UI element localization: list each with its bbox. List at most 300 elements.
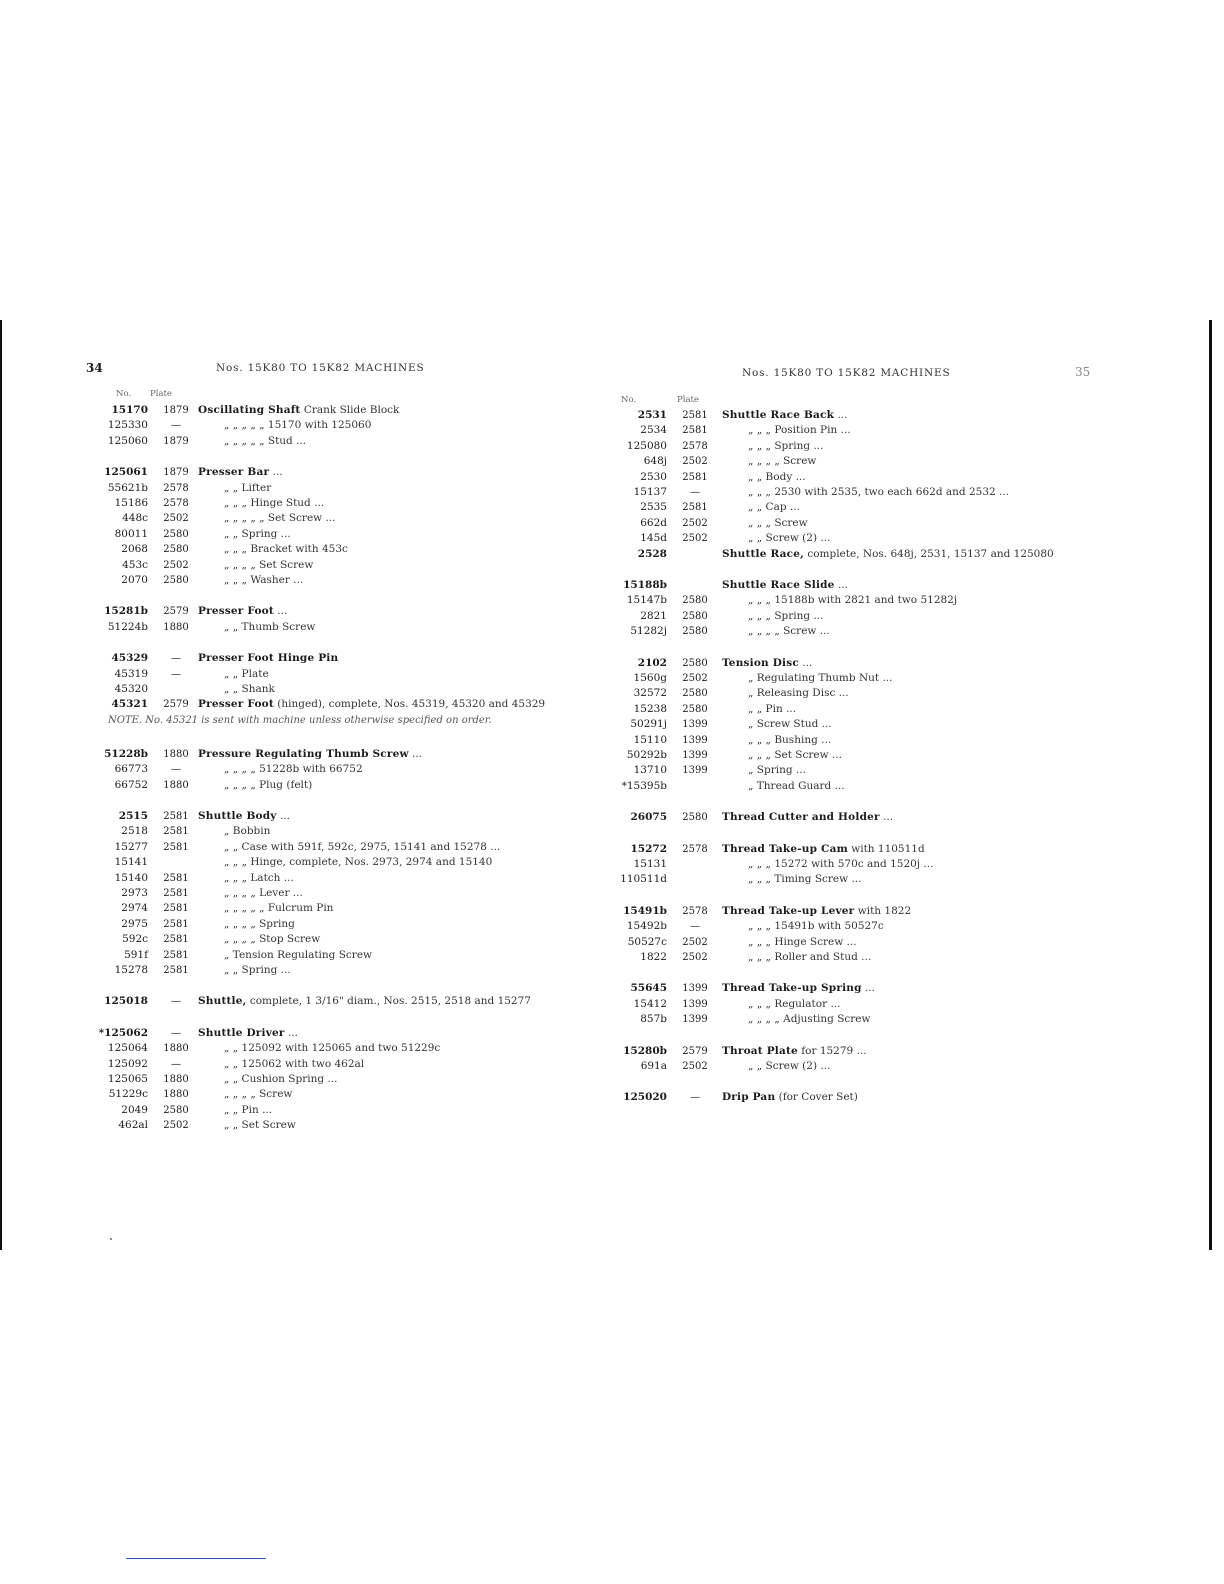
part-detail: ...	[834, 579, 848, 591]
plate-number: 1399	[682, 983, 708, 995]
part-detail: „ „ „ Roller and Stud ...	[748, 951, 872, 963]
part-detail: „ „ „ „ „ Stud ...	[224, 434, 307, 447]
part-number: 66773	[114, 763, 148, 776]
part-description	[722, 408, 847, 423]
plate-number: 2580	[682, 610, 708, 622]
part-description	[722, 531, 830, 546]
part-row	[78, 481, 564, 496]
plate-number: 2581	[163, 965, 189, 976]
part-row	[597, 950, 1091, 965]
part-row	[597, 997, 1091, 1012]
part-description	[198, 1087, 292, 1102]
part-description	[198, 917, 295, 932]
part-number: 2821	[640, 609, 667, 622]
part-detail: (hinged), complete, Nos. 45319, 45320 and 45329	[273, 698, 546, 711]
part-row	[597, 624, 1091, 639]
part-row	[597, 1044, 1091, 1059]
plate-number: 2579	[682, 1045, 708, 1057]
plate-number: 2502	[163, 1120, 189, 1132]
part-row	[597, 423, 1091, 438]
part-row	[78, 1072, 564, 1087]
part-row	[78, 762, 564, 777]
part-number: 2068	[121, 543, 148, 556]
part-row	[78, 496, 564, 511]
part-row	[78, 1118, 564, 1133]
part-description	[198, 1103, 272, 1118]
part-description	[198, 824, 270, 839]
part-row	[78, 886, 564, 901]
part-detail: (for Cover Set)	[775, 1091, 858, 1104]
plate-number: 2502	[163, 559, 189, 571]
part-description	[722, 810, 893, 825]
plate-number: 2581	[163, 841, 189, 853]
part-row	[597, 485, 1091, 500]
part-number: 691a	[640, 1060, 667, 1072]
part-number: 2515	[118, 810, 148, 822]
part-number: 50291j	[630, 718, 667, 731]
right-col-plate-header: Plate	[677, 395, 699, 405]
part-description	[198, 511, 336, 526]
part-number: 15272	[630, 842, 667, 855]
part-detail: „ Bobbin	[224, 825, 271, 838]
part-number: 2973	[121, 887, 148, 899]
part-detail: „ „ „ Regulator ...	[748, 997, 841, 1010]
part-row	[597, 904, 1091, 919]
part-detail: „ „ Spring ...	[224, 964, 291, 976]
part-heading: Shuttle Body	[198, 810, 277, 822]
part-description	[722, 671, 892, 686]
plate-number: 2581	[682, 425, 708, 437]
plate-number: 2502	[682, 517, 708, 529]
part-detail: „ Tension Regulating Screw	[224, 948, 373, 961]
part-description	[198, 1041, 440, 1056]
plate-number: 2581	[682, 410, 708, 421]
part-row	[597, 1090, 1091, 1105]
part-detail: „ „ „ Spring ...	[748, 439, 824, 452]
part-number: 15281b	[104, 605, 148, 618]
part-heading: Thread Cutter and Holder	[722, 811, 880, 824]
part-number: 125330	[107, 419, 148, 432]
part-number: 453c	[122, 558, 148, 571]
part-row	[597, 935, 1091, 950]
plate-number: 2579	[163, 606, 189, 618]
plate-number: —	[690, 921, 700, 933]
part-heading: Presser Foot	[198, 698, 274, 711]
stray-mark	[110, 1238, 112, 1240]
plate-number: —	[690, 1092, 700, 1104]
part-detail: for 15279 ...	[797, 1044, 867, 1057]
part-row	[597, 1012, 1091, 1027]
part-description	[722, 1044, 867, 1059]
part-detail: with 110511d	[847, 842, 925, 855]
right-page-heading: Nos. 15K80 TO 15K82 MACHINES	[742, 367, 951, 379]
part-description	[198, 682, 275, 697]
part-number: 662d	[640, 516, 667, 529]
part-row	[597, 981, 1091, 996]
plate-number: 1399	[682, 750, 708, 761]
part-row	[597, 454, 1091, 469]
part-row	[78, 403, 564, 418]
plate-number: 2502	[163, 513, 189, 525]
part-number: 2534	[640, 424, 667, 437]
part-number: 125018	[104, 995, 148, 1008]
left-col-plate-header: Plate	[150, 389, 172, 399]
plate-number: —	[171, 420, 181, 432]
plate-number: 1879	[163, 467, 189, 479]
part-heading: Thread Take-up Spring	[722, 982, 862, 995]
part-detail: Crank Slide Block	[300, 404, 400, 416]
part-detail: „ „ „ Screw	[748, 516, 808, 529]
part-row	[597, 516, 1091, 531]
part-number: 15147b	[626, 594, 667, 607]
part-number: 15280b	[623, 1044, 667, 1057]
part-number: 2530	[640, 470, 667, 483]
part-description	[198, 871, 294, 886]
part-detail: „ „ „ „ „ Set Screw ...	[224, 512, 336, 525]
left-page-number: 34	[86, 361, 103, 375]
part-row	[78, 778, 564, 793]
part-row	[597, 686, 1091, 701]
part-number: 592c	[122, 933, 148, 946]
part-detail: „ „ „ Bushing ...	[748, 733, 832, 746]
part-description	[722, 1059, 830, 1074]
footer-underline	[126, 1558, 266, 1559]
part-row	[597, 500, 1091, 515]
part-number: 125080	[626, 439, 667, 452]
part-number: 45329	[111, 652, 148, 665]
part-row	[597, 733, 1091, 748]
part-heading: Presser Foot	[198, 605, 274, 618]
part-description	[198, 418, 371, 433]
plate-number: 1399	[682, 765, 708, 777]
part-description	[722, 702, 796, 717]
part-row	[78, 932, 564, 947]
part-heading: Shuttle Race Back	[722, 409, 835, 421]
part-row	[78, 667, 564, 682]
part-heading: Thread Take-up Cam	[722, 842, 848, 855]
part-detail: „ Thread Guard ...	[748, 779, 845, 792]
part-detail: „ „ Body ...	[748, 470, 806, 483]
part-detail: complete, Nos. 648j, 2531, 15137 and 125080	[803, 547, 1054, 560]
part-number: 15492b	[626, 920, 667, 933]
part-row	[78, 434, 564, 449]
part-heading: Shuttle Race Slide	[722, 579, 835, 591]
part-detail: „ „ „ 15272 with 570c and 1520j ...	[748, 858, 934, 870]
page-border-right	[1209, 320, 1212, 1250]
part-detail: „ Releasing Disc ...	[748, 687, 849, 700]
part-row	[597, 671, 1091, 686]
part-detail: ...	[284, 1026, 298, 1039]
part-row	[597, 609, 1091, 624]
part-number: 2535	[640, 501, 667, 514]
part-number: 462al	[118, 1119, 148, 1132]
part-number: 50292b	[626, 749, 667, 761]
part-description	[722, 842, 925, 857]
part-description	[722, 656, 812, 671]
plate-number: 1880	[163, 1043, 189, 1055]
part-description	[722, 904, 911, 919]
part-number: 51228b	[104, 747, 148, 760]
plate-number: 2580	[682, 595, 708, 607]
part-heading: Shuttle Driver	[198, 1026, 285, 1039]
part-heading: Oscillating Shaft	[198, 404, 301, 416]
part-description	[198, 778, 312, 793]
part-description	[198, 573, 303, 588]
part-number: 15188b	[623, 579, 667, 591]
part-row	[78, 994, 564, 1009]
part-detail: ...	[834, 409, 848, 421]
part-row	[78, 917, 564, 932]
part-detail: ...	[269, 466, 283, 479]
part-detail: with 1822	[854, 904, 912, 917]
plate-number: 1880	[163, 1089, 189, 1101]
part-row	[78, 573, 564, 588]
part-heading: Drip Pan	[722, 1091, 776, 1104]
plate-number: 2581	[163, 888, 189, 899]
part-number: 15491b	[623, 904, 667, 917]
part-number: 448c	[122, 512, 148, 525]
part-description	[198, 747, 422, 762]
part-description	[198, 667, 269, 682]
part-number: 13710	[633, 764, 667, 777]
part-heading: Thread Take-up Lever	[722, 904, 855, 917]
part-detail: „ „ „ „ „ 15170 with 125060	[224, 419, 372, 432]
plate-number: 2581	[163, 811, 189, 822]
part-number: 15131	[633, 858, 667, 870]
left-col-no-header: No.	[116, 389, 132, 399]
part-description	[722, 997, 840, 1012]
part-row	[597, 1059, 1091, 1074]
part-description	[198, 886, 303, 901]
part-number: 15238	[633, 702, 667, 715]
part-row	[78, 682, 564, 697]
part-detail: „ Screw Stud ...	[748, 718, 832, 731]
part-description	[198, 932, 320, 947]
part-detail: „ „ „ 15491b with 50527c	[748, 920, 884, 933]
part-number: 125064	[107, 1042, 148, 1055]
plate-number: 2581	[163, 826, 189, 838]
part-description	[198, 481, 271, 496]
part-number: 51282j	[630, 625, 667, 638]
plate-number: —	[171, 668, 181, 680]
part-detail: ...	[273, 605, 288, 618]
part-number: 2518	[121, 825, 148, 838]
plate-number: 2580	[163, 544, 189, 556]
part-detail: „ „ „ „ Screw	[224, 1088, 293, 1101]
part-row	[78, 511, 564, 526]
part-number: 55645	[630, 982, 667, 995]
part-row	[78, 1041, 564, 1056]
part-description	[198, 697, 545, 712]
part-row	[597, 810, 1091, 825]
part-detail: „ „ „ Bracket with 453c	[224, 543, 348, 556]
part-detail: ...	[408, 747, 423, 760]
part-detail: „ „ „ „ Screw ...	[748, 625, 830, 638]
part-row	[78, 697, 564, 712]
part-detail: „ „ „ Timing Screw ...	[748, 873, 862, 886]
part-description	[198, 762, 363, 777]
part-number: 145d	[640, 532, 667, 545]
plate-number: 2578	[163, 482, 189, 494]
part-row	[597, 593, 1091, 608]
right-col-no-header: No.	[621, 395, 637, 405]
part-row	[78, 604, 564, 619]
part-description	[198, 542, 348, 557]
part-detail: ...	[798, 656, 813, 669]
part-number: 2528	[637, 547, 667, 560]
part-detail: „ „ Set Screw	[224, 1119, 296, 1132]
part-number: 15277	[114, 840, 148, 853]
plate-number: 2581	[163, 934, 189, 946]
part-description	[722, 763, 806, 778]
plate-number: 2580	[163, 575, 189, 586]
part-detail: „ „ Cap ...	[748, 501, 800, 514]
part-heading: Shuttle,	[198, 995, 247, 1008]
plate-number: 1879	[163, 405, 189, 416]
part-detail: „ „ „ „ Spring	[224, 917, 295, 930]
part-number: 55621b	[107, 481, 148, 494]
plate-number: 2580	[682, 626, 708, 638]
plate-number: 2580	[163, 528, 189, 540]
part-row	[597, 842, 1091, 857]
right-page-number: 35	[1075, 365, 1091, 379]
part-detail: „ „ Spring ...	[224, 527, 291, 540]
part-description	[198, 527, 291, 542]
part-detail: „ „ „ Spring ...	[748, 609, 824, 622]
part-detail: ...	[276, 810, 290, 822]
part-detail: „ „ „ „ Adjusting Screw	[748, 1013, 871, 1026]
part-number: 2975	[121, 917, 148, 930]
part-description	[198, 1118, 296, 1133]
part-number: 15141	[114, 856, 148, 869]
plate-number: —	[171, 1058, 181, 1070]
part-description	[722, 950, 871, 965]
plate-number: 2502	[682, 952, 708, 963]
part-row	[78, 542, 564, 557]
part-heading: Pressure Regulating Thumb Screw	[198, 747, 409, 760]
part-row	[78, 1057, 564, 1072]
part-heading: Throat Plate	[722, 1044, 798, 1057]
part-detail: „ „ „ „ Stop Screw	[224, 933, 321, 946]
part-row	[78, 948, 564, 963]
part-row	[78, 1026, 564, 1041]
part-description	[722, 857, 933, 872]
part-detail: ...	[861, 982, 875, 995]
part-row	[78, 963, 564, 978]
part-description	[198, 1072, 337, 1087]
part-number: 80011	[114, 527, 148, 540]
part-row	[78, 1087, 564, 1102]
part-description	[198, 651, 338, 666]
note-row	[78, 713, 564, 728]
part-description	[722, 981, 875, 996]
part-row	[78, 809, 564, 824]
part-number: 125065	[107, 1073, 148, 1085]
part-number: 51224b	[107, 620, 148, 633]
part-description	[198, 948, 372, 963]
plate-number: 2581	[163, 872, 189, 884]
part-row	[597, 779, 1091, 794]
part-number: 591f	[124, 948, 148, 961]
part-description	[722, 624, 830, 639]
part-detail: „ „ „ Position Pin ...	[748, 424, 851, 437]
part-number: 15137	[633, 486, 667, 498]
part-number: *15395b	[621, 779, 667, 792]
part-detail: „ „ 125092 with 125065 and two 51229c	[224, 1042, 441, 1055]
plate-number: 2578	[163, 498, 189, 509]
plate-number: 1399	[682, 998, 708, 1010]
part-number: 125061	[104, 466, 148, 479]
part-description	[722, 779, 845, 794]
part-row	[78, 620, 564, 635]
part-number: 2102	[637, 656, 667, 669]
part-number: 125092	[107, 1057, 148, 1070]
part-detail: „ „ „ „ „ Fulcrum Pin	[224, 902, 334, 915]
part-description	[722, 1090, 858, 1105]
part-description	[722, 593, 957, 608]
part-row	[597, 547, 1091, 562]
plate-number: 2578	[682, 905, 708, 917]
part-detail: „ „ „ „ Set Screw	[224, 558, 314, 571]
part-number: 1822	[640, 951, 667, 963]
plate-number: 2580	[682, 703, 708, 715]
part-row	[78, 527, 564, 542]
part-detail: „ Spring ...	[748, 764, 806, 777]
part-number: 32572	[633, 687, 667, 700]
part-description	[198, 1057, 364, 1072]
plate-number: 2581	[682, 502, 708, 514]
part-description	[722, 500, 800, 515]
plate-number: —	[171, 764, 181, 776]
part-description	[198, 901, 333, 916]
part-description	[198, 809, 290, 824]
part-number: 45319	[114, 667, 148, 680]
part-detail: complete, 1 3/16" diam., Nos. 2515, 2518 and 15277	[246, 995, 531, 1008]
part-description	[722, 547, 1054, 562]
part-description	[198, 558, 313, 573]
part-description	[722, 717, 832, 732]
part-row	[597, 439, 1091, 454]
part-row	[597, 919, 1091, 934]
part-description	[198, 620, 315, 635]
part-number: 125020	[623, 1091, 667, 1104]
part-row	[597, 872, 1091, 887]
part-detail: „ „ „ Washer ...	[224, 574, 304, 586]
part-description	[198, 855, 492, 870]
part-row	[78, 651, 564, 666]
plate-number: 2581	[163, 949, 189, 961]
plate-number: 2580	[682, 657, 708, 669]
part-number: 15278	[114, 964, 148, 976]
part-detail: „ „ Thumb Screw	[224, 620, 316, 633]
part-number: 51229c	[108, 1088, 148, 1101]
part-description	[722, 454, 816, 469]
left-page-heading: Nos. 15K80 TO 15K82 MACHINES	[216, 362, 425, 374]
part-detail: „ „ Shank	[224, 683, 275, 695]
part-detail: „ „ „ Hinge Stud ...	[224, 497, 325, 509]
part-description	[198, 963, 291, 978]
part-row	[78, 1103, 564, 1118]
part-detail: „ „ „ „ 51228b with 66752	[224, 763, 363, 776]
part-number: 45321	[111, 698, 148, 711]
part-detail: „ „ „ Set Screw ...	[748, 749, 842, 761]
plate-number: 2502	[682, 936, 708, 948]
plate-number: 1880	[163, 748, 189, 760]
part-detail: „ „ Screw (2) ...	[748, 532, 831, 545]
part-row	[597, 857, 1091, 872]
part-detail: „ „ Plate	[224, 667, 269, 680]
part-number: 110511d	[620, 873, 667, 886]
